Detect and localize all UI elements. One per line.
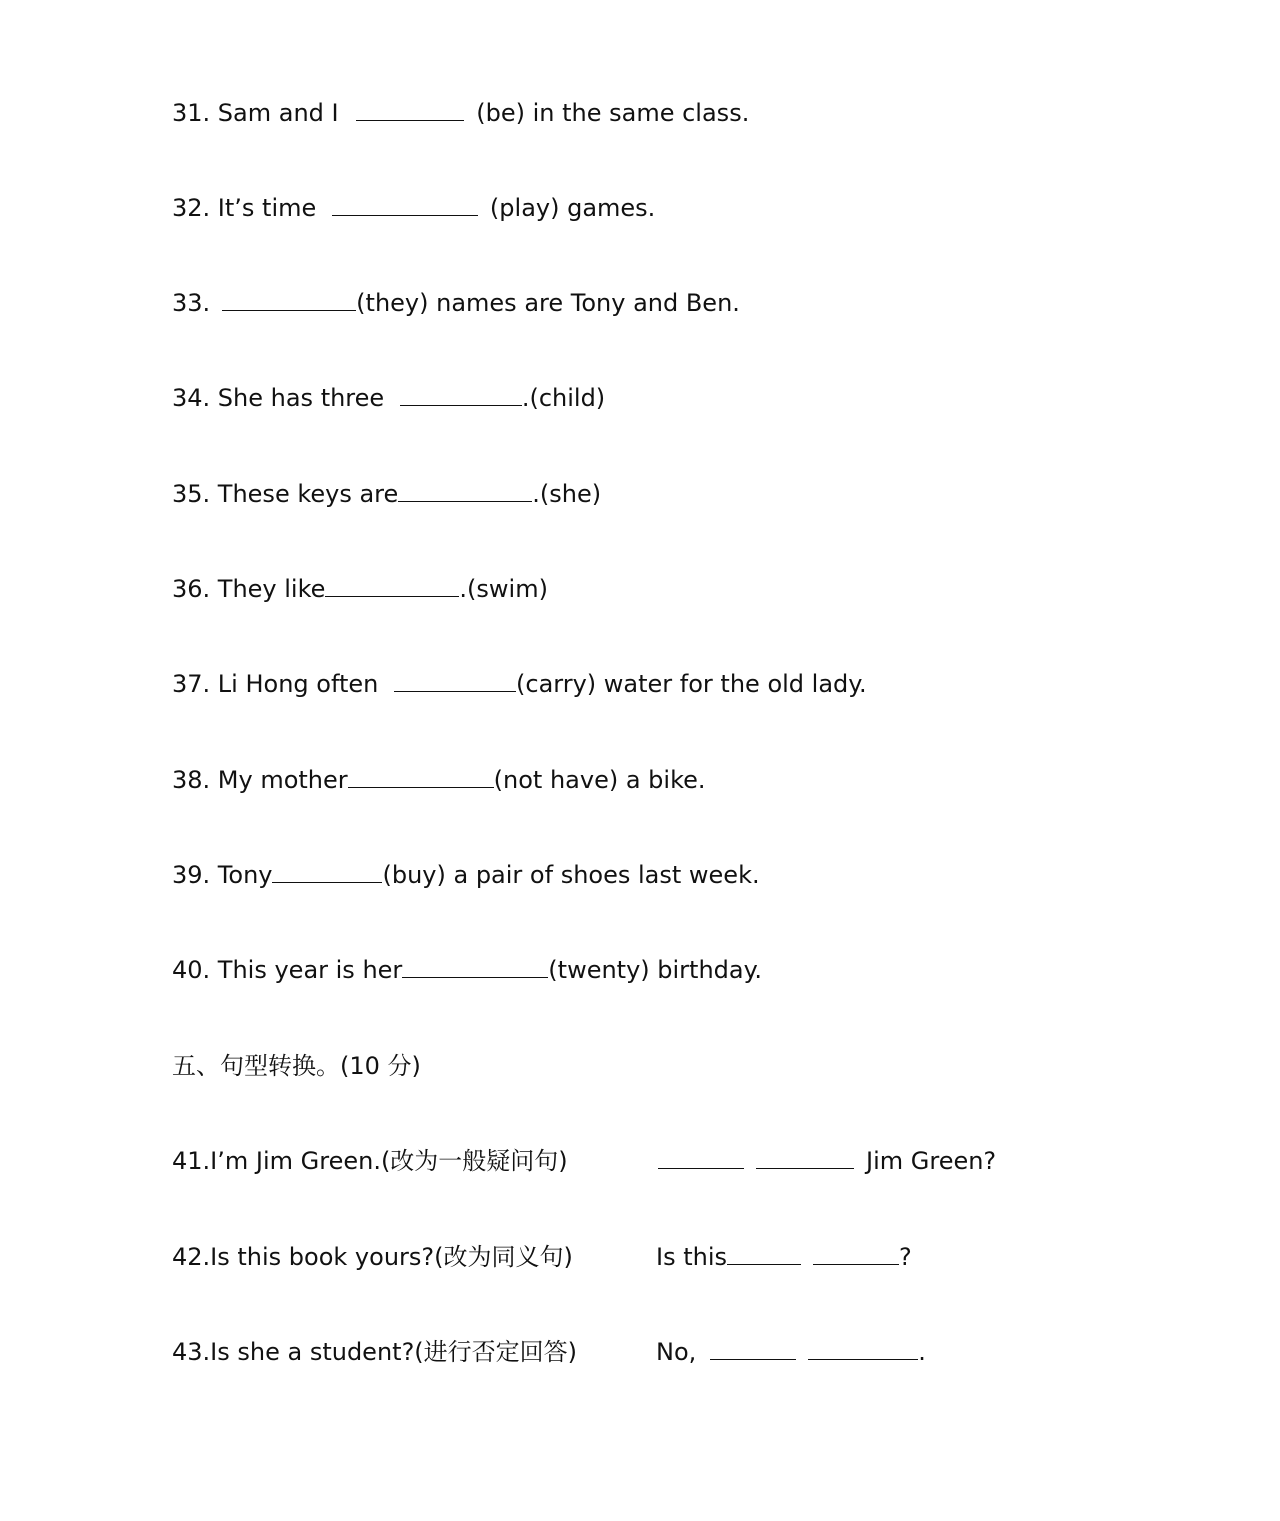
answer-blank[interactable] xyxy=(394,669,516,692)
question-text-before: They like xyxy=(217,575,326,603)
question-33 xyxy=(172,286,740,320)
question-41 xyxy=(172,1144,1072,1178)
answer-text-before: No, xyxy=(656,1338,697,1366)
answer-blank[interactable] xyxy=(272,860,382,883)
question-text-before: Sam and I xyxy=(217,99,339,127)
question-text-after: .(she) xyxy=(532,480,602,508)
question-32 xyxy=(172,191,655,225)
question-text-before: My mother xyxy=(217,766,348,794)
question-number: 32. xyxy=(172,194,218,222)
answer-blank-1[interactable] xyxy=(710,1337,796,1360)
answer-blank-1[interactable] xyxy=(727,1242,801,1265)
question-36 xyxy=(172,572,548,606)
section-heading xyxy=(172,1049,421,1083)
answer-blank[interactable] xyxy=(222,288,356,311)
answer-blank[interactable] xyxy=(400,383,522,406)
question-number: 39. xyxy=(172,861,218,889)
question-text-after: .(child) xyxy=(521,384,606,412)
question-text-after: (carry) water for the old lady. xyxy=(516,670,867,698)
question-37 xyxy=(172,667,867,701)
answer-blank[interactable] xyxy=(402,955,548,978)
question-prompt: 42.Is this book yours?(改为同义句) xyxy=(172,1243,573,1271)
answer-blank-2[interactable] xyxy=(756,1146,854,1169)
question-prompt: 43.Is she a student?(进行否定回答) xyxy=(172,1338,578,1366)
question-text-before: Tony xyxy=(217,861,273,889)
question-42 xyxy=(172,1240,1072,1274)
question-31 xyxy=(172,96,749,130)
section-title: 五、句型转换。(10 分) xyxy=(172,1052,421,1080)
answer-text-after: Jim Green? xyxy=(866,1147,997,1175)
question-number: 37. xyxy=(172,670,218,698)
answer-blank-2[interactable] xyxy=(808,1337,918,1360)
question-text-after: (twenty) birthday. xyxy=(548,956,763,984)
question-text-before: It’s time xyxy=(217,194,317,222)
question-text-after: (be) in the same class. xyxy=(476,99,750,127)
question-prompt: 41.I’m Jim Green.(改为一般疑问句) xyxy=(172,1147,568,1175)
question-40 xyxy=(172,953,762,987)
answer-blank[interactable] xyxy=(356,98,464,121)
answer-blank-1[interactable] xyxy=(658,1146,744,1169)
question-38 xyxy=(172,763,706,797)
answer-blank[interactable] xyxy=(398,479,532,502)
answer-area xyxy=(656,1335,926,1369)
question-number: 34. xyxy=(172,384,218,412)
question-text-before: Li Hong often xyxy=(217,670,379,698)
answer-blank[interactable] xyxy=(332,193,478,216)
question-35 xyxy=(172,477,601,511)
answer-area xyxy=(658,1144,996,1178)
answer-text-before: Is this xyxy=(656,1243,728,1271)
question-text-after: (play) games. xyxy=(489,194,656,222)
question-text-before: This year is her xyxy=(217,956,403,984)
answer-area xyxy=(656,1240,912,1274)
question-34 xyxy=(172,381,605,415)
question-number: 38. xyxy=(172,766,218,794)
question-number: 35. xyxy=(172,480,218,508)
answer-blank[interactable] xyxy=(325,574,459,597)
question-text-before: She has three xyxy=(217,384,385,412)
question-number: 31. xyxy=(172,99,218,127)
question-39 xyxy=(172,858,760,892)
question-text-after: (buy) a pair of shoes last week. xyxy=(382,861,760,889)
question-43 xyxy=(172,1335,1072,1369)
question-number: 36. xyxy=(172,575,218,603)
question-number: 40. xyxy=(172,956,218,984)
answer-blank[interactable] xyxy=(348,765,494,788)
question-text-after: (not have) a bike. xyxy=(493,766,706,794)
question-text-before: These keys are xyxy=(217,480,399,508)
question-number: 33. xyxy=(172,289,211,317)
answer-blank-2[interactable] xyxy=(813,1242,899,1265)
question-text-after: (they) names are Tony and Ben. xyxy=(356,289,740,317)
answer-text-after: . xyxy=(918,1338,926,1366)
answer-text-after: ? xyxy=(899,1243,912,1271)
question-text-after: .(swim) xyxy=(459,575,548,603)
